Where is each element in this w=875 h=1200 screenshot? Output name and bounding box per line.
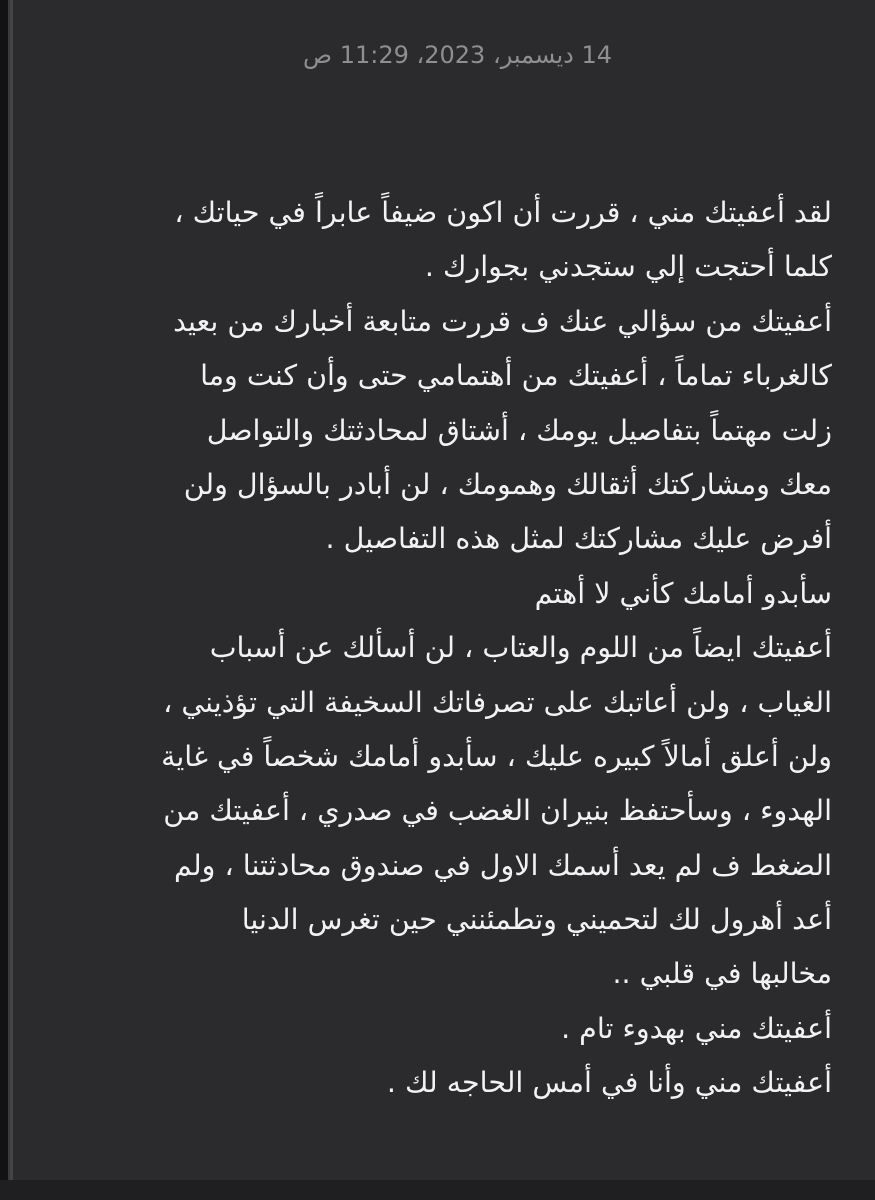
note-line: الغياب ، ولن أعاتبك على تصرفاتك السخيفة التي تؤذيني ، <box>163 685 832 719</box>
note-line: الضغط ف لم يعد أسمك الاول في صندوق محادثتنا ، ولم <box>174 848 832 882</box>
bottom-edge <box>0 1180 875 1200</box>
scroll-indicator[interactable] <box>10 0 13 1200</box>
note-line: أعد أهرول لك لتحميني وتطمئنني حين تغرس الدنيا <box>241 903 832 937</box>
note-line: زلت مهتماً بتفاصيل يومك ، أشتاق لمحادثتك والتواصل <box>206 413 832 447</box>
note-body[interactable] <box>90 186 832 1111</box>
note-line: أفرض عليك مشاركتك لمثل هذه التفاصيل . <box>325 522 832 556</box>
note-line: أعفيتك مني وأنا في أمس الحاجه لك . <box>386 1066 832 1100</box>
note-line: الهدوء ، وسأحتفظ بنيران الغضب في صدري ، أعفيتك من <box>163 794 832 828</box>
note-line: سأبدو أمامك كأني لا أهتم <box>534 576 832 610</box>
note-line: معك ومشاركتك أثقالك وهمومك ، لن أبادر بالسؤال ولن <box>183 467 832 501</box>
note-line: ولن أعلق أمالاً كبيره عليك ، سأبدو أمامك شخصاً في غاية <box>161 739 832 773</box>
note-timestamp: 14 ديسمبر، 2023، 11:29 ص <box>303 41 612 69</box>
note-line: كالغرباء تماماً ، أعفيتك من أهتمامي حتى وأن كنت وما <box>200 359 832 393</box>
window-edge <box>0 0 8 1200</box>
note-line: أعفيتك ايضاً من اللوم والعتاب ، لن أسألك عن أسباب <box>209 631 832 665</box>
note-line: أعفيتك من سؤالي عنك ف قررت متابعة أخبارك من بعيد <box>173 304 832 338</box>
note-line: مخالبها في قلبي .. <box>612 957 832 991</box>
note-line: أعفيتك مني بهدوء تام . <box>561 1011 832 1045</box>
note-line: كلما أحتجت إلي ستجدني بجوارك . <box>424 250 832 284</box>
note-line: لقد أعفيتك مني ، قررت أن اكون ضيفاً عابراً في حياتك ، <box>174 196 832 229</box>
